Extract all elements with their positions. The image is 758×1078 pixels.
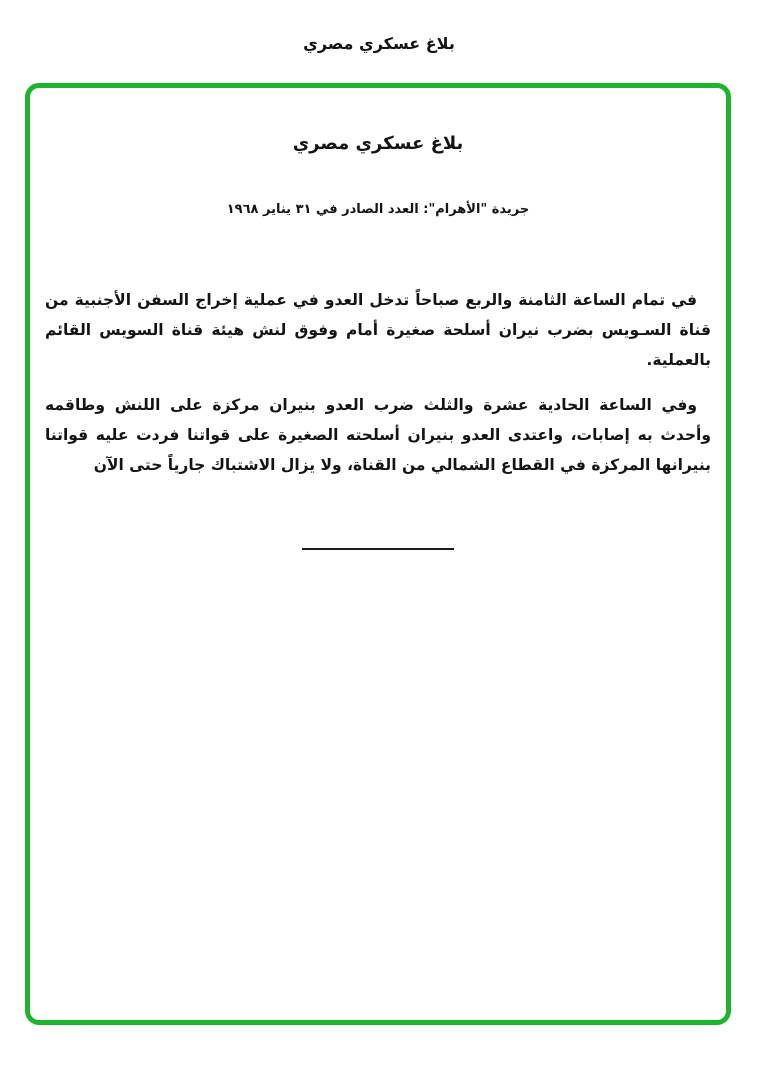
running-header: بلاغ عسكري مصري [303, 34, 455, 53]
document-title: بلاغ عسكري مصري [292, 133, 464, 154]
paragraph-1: في تمام الساعة الثامنة والربع صباحاً تدخل العدو في عملية إخراج السفن الأجنبية من قناة السـويس بضرب نيران أسلحة صغيرة أمام وفوق لنش هيئة قناة السويس القائم بالعملية. [45, 291, 711, 369]
paragraph-2: وفي الساعة الحادية عشرة والثلث ضرب العدو بنيران مركزة على اللنش وطاقمه وأحدث به إصابات، واعتدى العدو بنيران أسلحته الصغيرة على قواتنا فردت عليه قواتنا بنيرانها المركزة في القطاع الشمالي من القناة، ولا يزال الاشتباك جارياً حتى الآن [45, 396, 711, 474]
document-body [45, 285, 711, 480]
source-citation-line: جريدة "الأهرام": العدد الصادر في ٣١ يناير ١٩٦٨ [226, 202, 530, 217]
green-border-frame [25, 83, 731, 1025]
section-divider [302, 548, 454, 550]
